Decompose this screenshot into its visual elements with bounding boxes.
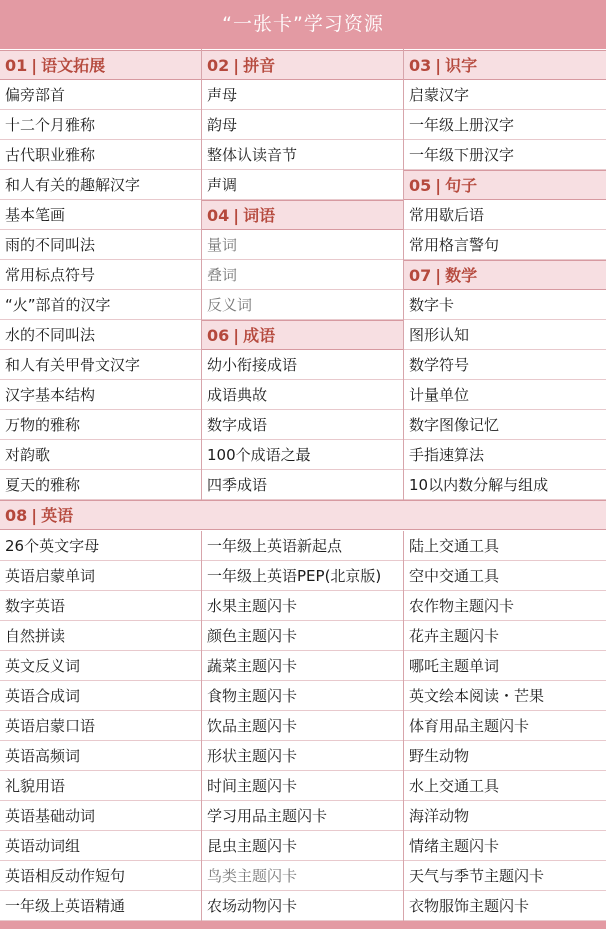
column-english-3 bbox=[404, 531, 606, 921]
list-item: 数字成语 bbox=[202, 410, 403, 440]
list-item: 26个英文字母 bbox=[0, 531, 201, 561]
column-english-1 bbox=[0, 531, 201, 921]
list-item: 英语基础动词 bbox=[0, 801, 201, 831]
list-item: 天气与季节主题闪卡 bbox=[404, 861, 606, 891]
list-item: 蔬菜主题闪卡 bbox=[202, 651, 403, 681]
list-item: 英语动词组 bbox=[0, 831, 201, 861]
list-item: 数字英语 bbox=[0, 591, 201, 621]
list-item: 哪吒主题单词 bbox=[404, 651, 606, 681]
section-header-07: 07 | 数学 bbox=[404, 260, 606, 290]
list-item: 水上交通工具 bbox=[404, 771, 606, 801]
list-item: 计量单位 bbox=[404, 380, 606, 410]
list-item: 昆虫主题闪卡 bbox=[202, 831, 403, 861]
section-header-03: 03 | 识字 bbox=[404, 50, 606, 80]
list-item: 四季成语 bbox=[202, 470, 403, 500]
list-item: 夏天的雅称 bbox=[0, 470, 201, 500]
list-item: 数字卡 bbox=[404, 290, 606, 320]
list-item: 声母 bbox=[202, 80, 403, 110]
list-item: 英文绘本阅读・芒果 bbox=[404, 681, 606, 711]
list-item: 成语典故 bbox=[202, 380, 403, 410]
section-header-08: 08 | 英语 bbox=[0, 500, 606, 530]
list-item: 万物的雅称 bbox=[0, 410, 201, 440]
list-item: 图形认知 bbox=[404, 320, 606, 350]
list-item: 颜色主题闪卡 bbox=[202, 621, 403, 651]
section-header-01: 01 | 语文拓展 bbox=[0, 50, 201, 80]
list-item: 陆上交通工具 bbox=[404, 531, 606, 561]
list-item: 英语启蒙单词 bbox=[0, 561, 201, 591]
page-title: “一张卡”学习资源 bbox=[0, 0, 606, 49]
list-item: 鸟类主题闪卡 bbox=[202, 861, 403, 891]
list-item: 英语相反动作短句 bbox=[0, 861, 201, 891]
list-item: 海洋动物 bbox=[404, 801, 606, 831]
list-item: 体育用品主题闪卡 bbox=[404, 711, 606, 741]
list-item: 和人有关的趣解汉字 bbox=[0, 170, 201, 200]
list-item: 英语启蒙口语 bbox=[0, 711, 201, 741]
list-item: 数学符号 bbox=[404, 350, 606, 380]
list-item: 常用标点符号 bbox=[0, 260, 201, 290]
list-item: 饮品主题闪卡 bbox=[202, 711, 403, 741]
list-item: 声调 bbox=[202, 170, 403, 200]
list-item: 偏旁部首 bbox=[0, 80, 201, 110]
list-item: 10以内数分解与组成 bbox=[404, 470, 606, 500]
list-item: 汉字基本结构 bbox=[0, 380, 201, 410]
list-item: 食物主题闪卡 bbox=[202, 681, 403, 711]
section-header-06: 06 | 成语 bbox=[202, 320, 403, 350]
list-item: 雨的不同叫法 bbox=[0, 230, 201, 260]
bottom-bar bbox=[0, 921, 606, 929]
list-item: 对韵歌 bbox=[0, 440, 201, 470]
column-pinyin-ciyu-chengyu bbox=[202, 50, 403, 500]
list-item: 礼貌用语 bbox=[0, 771, 201, 801]
list-item: 十二个月雅称 bbox=[0, 110, 201, 140]
list-item: 水的不同叫法 bbox=[0, 320, 201, 350]
list-item: 幼小衔接成语 bbox=[202, 350, 403, 380]
list-item: 一年级上英语精通 bbox=[0, 891, 201, 921]
list-item: 水果主题闪卡 bbox=[202, 591, 403, 621]
list-item: 衣物服饰主题闪卡 bbox=[404, 891, 606, 921]
column-shizi-juzi-shuxue bbox=[404, 50, 606, 500]
english-section bbox=[0, 500, 606, 530]
list-item: 空中交通工具 bbox=[404, 561, 606, 591]
list-item: 英语合成词 bbox=[0, 681, 201, 711]
list-item: 启蒙汉字 bbox=[404, 80, 606, 110]
section-header-04: 04 | 词语 bbox=[202, 200, 403, 230]
list-item: 野生动物 bbox=[404, 741, 606, 771]
list-item: 量词 bbox=[202, 230, 403, 260]
list-item: 农作物主题闪卡 bbox=[404, 591, 606, 621]
list-item: 花卉主题闪卡 bbox=[404, 621, 606, 651]
section-header-02: 02 | 拼音 bbox=[202, 50, 403, 80]
list-item: 整体认读音节 bbox=[202, 140, 403, 170]
list-item: 常用格言警句 bbox=[404, 230, 606, 260]
list-item: 一年级上册汉字 bbox=[404, 110, 606, 140]
list-item: 农场动物闪卡 bbox=[202, 891, 403, 921]
list-item: 时间主题闪卡 bbox=[202, 771, 403, 801]
list-item: 常用歇后语 bbox=[404, 200, 606, 230]
list-item: 数字图像记忆 bbox=[404, 410, 606, 440]
list-item: 和人有关甲骨文汉字 bbox=[0, 350, 201, 380]
list-item: 一年级下册汉字 bbox=[404, 140, 606, 170]
list-item: 一年级上英语新起点 bbox=[202, 531, 403, 561]
list-item: 基本笔画 bbox=[0, 200, 201, 230]
list-item: 情绪主题闪卡 bbox=[404, 831, 606, 861]
column-yuwen bbox=[0, 50, 201, 500]
list-item: 100个成语之最 bbox=[202, 440, 403, 470]
column-english-2 bbox=[202, 531, 403, 921]
list-item: 反义词 bbox=[202, 290, 403, 320]
list-item: 一年级上英语PEP(北京版) bbox=[202, 561, 403, 591]
list-item: 英文反义词 bbox=[0, 651, 201, 681]
list-item: 韵母 bbox=[202, 110, 403, 140]
list-item: 自然拼读 bbox=[0, 621, 201, 651]
list-item: 英语高频词 bbox=[0, 741, 201, 771]
list-item: 形状主题闪卡 bbox=[202, 741, 403, 771]
list-item: 手指速算法 bbox=[404, 440, 606, 470]
list-item: 古代职业雅称 bbox=[0, 140, 201, 170]
section-header-05: 05 | 句子 bbox=[404, 170, 606, 200]
list-item: “火”部首的汉字 bbox=[0, 290, 201, 320]
list-item: 学习用品主题闪卡 bbox=[202, 801, 403, 831]
list-item: 叠词 bbox=[202, 260, 403, 290]
